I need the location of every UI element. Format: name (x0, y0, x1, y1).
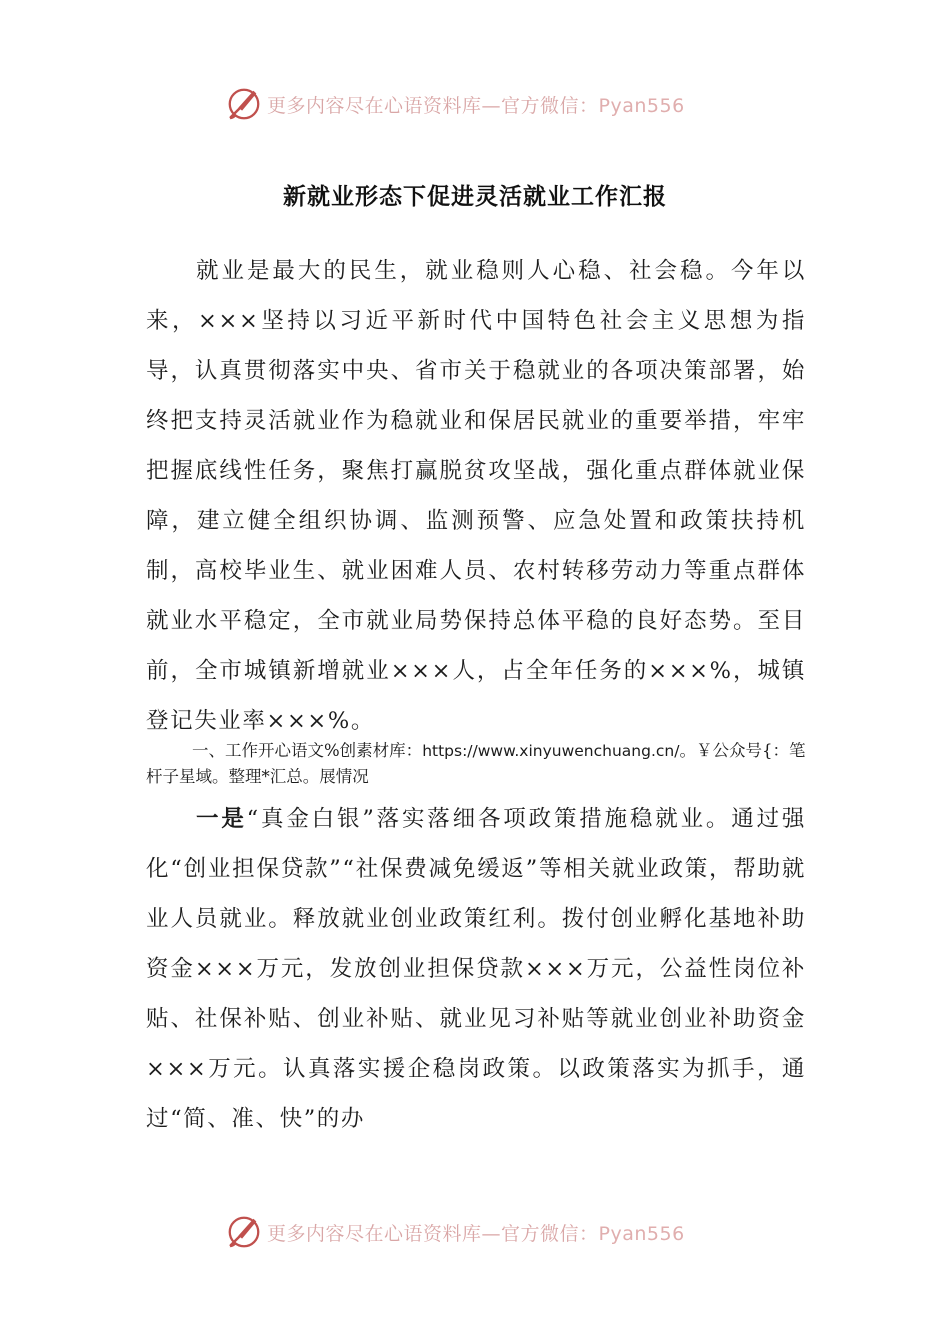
watermark-header (225, 84, 745, 124)
section-heading: 一、工作开心语文%创素材库：https://www.xinyuwenchuang.cn/。￥公众号{：笔杆子星域。整理*汇总。展情况 (146, 741, 806, 786)
section-heading-url: https://www.xinyuwenchuang.cn/ (422, 742, 680, 760)
watermark-text: 更多内容尽在心语资料库—官方微信：Pyan556 (267, 94, 685, 117)
intro-paragraph: 就业是最大的民生，就业稳则人心稳、社会稳。今年以来，×××坚持以习近平新时代中国特色社会主义思想为指导，认真贯彻落实中央、省市关于稳就业的各项决策部署，始终把支持灵活就业作为稳就业和保居民就业的重要举措，牢牢把握底线性任务，聚焦打赢脱贫攻坚战，强化重点群体就业保障，建立健全组织协调、监测预警、应急处置和政策扶持机制，高校毕业生、就业困难人员、农村转移劳动力等重点群体就业水平稳定，全市就业局势保持总体平稳的良好态势。至目前，全市城镇新增就业×××人，占全年任务的×××%，城镇登记失业率×××%。 (146, 258, 806, 734)
watermark-footer (225, 1212, 745, 1252)
paragraph-body: “真金白银”落实落细各项政策措施稳就业。通过强化“创业担保贷款”“社保费减免缓返”等相关就业政策，帮助就业人员就业。释放就业创业政策红利。拨付创业孵化基地补助资金×××万元，发放创业担保贷款×××万元，公益性岗位补贴、社保补贴、创业补贴、就业见习补贴等就业创业补助资金×××万元。认真落实援企稳岗政策。以政策落实为抓手，通过“简、准、快”的办 (146, 806, 807, 1132)
body-paragraph (146, 794, 806, 1144)
watermark-text: 更多内容尽在心语资料库—官方微信：Pyan556 (267, 1222, 685, 1245)
watermark-wechat-id: Pyan556 (598, 94, 685, 117)
pen-logo-icon (225, 1213, 263, 1251)
watermark-wechat-id: Pyan556 (598, 1222, 685, 1245)
document-title: 新就业形态下促进灵活就业工作汇报 (283, 183, 667, 210)
pen-logo-icon (225, 85, 263, 123)
paragraph-lead: 一是 (196, 806, 247, 832)
